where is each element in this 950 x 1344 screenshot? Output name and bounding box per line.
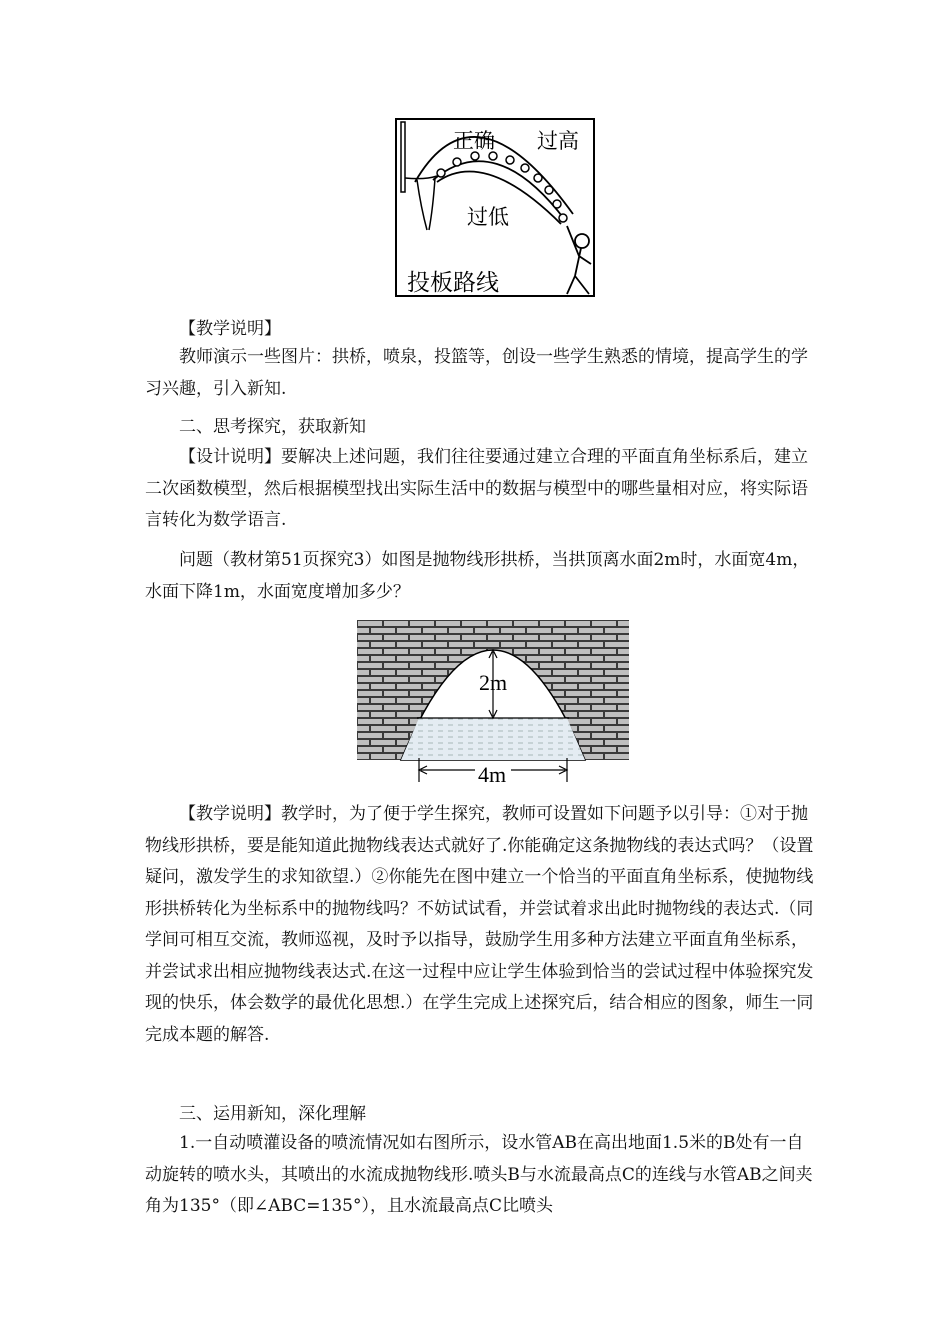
teaching-note-heading-1: 【教学说明】	[179, 319, 281, 339]
section-heading-2: 二、思考探究，获取新知	[179, 417, 366, 437]
backboard	[401, 122, 405, 192]
problem-paragraph: 问题（教材第51页探究3）如图是抛物线形拱桥，当拱顶离水面2m时，水面宽4m，水面下降1m，水面宽度增加多少？	[145, 550, 810, 602]
teaching-note-paragraph-2: 【教学说明】教学时，为了便于学生探究，教师可设置如下问题予以引导：①对于抛物线形拱桥，要是能知道此抛物线表达式就好了.你能确定这条抛物线的表达式吗？（设置疑问，激发学生的求知欲望.）②你能先在图中建立一个恰当的平面直角坐标系，使抛物线形拱桥转化为坐标系中的抛物线吗？不妨试试看，并尝试着求出此时抛物线的表达式.（同学间可相互交流，教师巡视，及时予以指导，鼓励学生用多种方法建立平面直角坐标系，并尝试求出相应抛物线表达式.在这一过程中应让学生体验到恰当的尝试过程中体验探究发现的快乐，体会数学的最优化思想.）在学生完成上述探究后，结合相应的图象，师生一同完成本题的解答.	[145, 804, 814, 1045]
basketball-path-figure	[395, 118, 595, 298]
design-note-paragraph: 【设计说明】要解决上述问题，我们往往要通过建立合理的平面直角坐标系后，建立二次函数模型，然后根据模型找出实际生活中的数据与模型中的哪些量相对应，将实际语言转化为数学语言.	[145, 447, 808, 530]
height-label: 2m	[479, 670, 508, 695]
player-figure	[567, 226, 591, 294]
width-label: 4m	[478, 762, 507, 787]
arch-bridge-figure	[357, 620, 629, 788]
label-correct: 正确	[453, 129, 495, 153]
water-area	[401, 718, 585, 760]
label-bank: 投板路线	[407, 270, 499, 296]
exercise-1-paragraph: 1.一自动喷灌设备的喷流情况如右图所示，设水管AB在高出地面1.5米的B处有一自动旋转的喷水头，其喷出的水流成抛物线形.喷头B与水流最高点C的连线与水管AB之间夹角为135°（即∠ABC=135°），且水流最高点C比喷头	[145, 1133, 813, 1216]
teaching-note-paragraph-1: 教师演示一些图片：拱桥，喷泉，投篮等，创设一些学生熟悉的情境，提高学生的学习兴趣，引入新知.	[145, 347, 808, 399]
rim	[405, 176, 437, 179]
label-low: 过低	[467, 205, 509, 229]
label-high: 过高	[537, 129, 579, 153]
section-heading-3: 三、运用新知，深化理解	[179, 1104, 366, 1124]
net	[417, 178, 435, 230]
